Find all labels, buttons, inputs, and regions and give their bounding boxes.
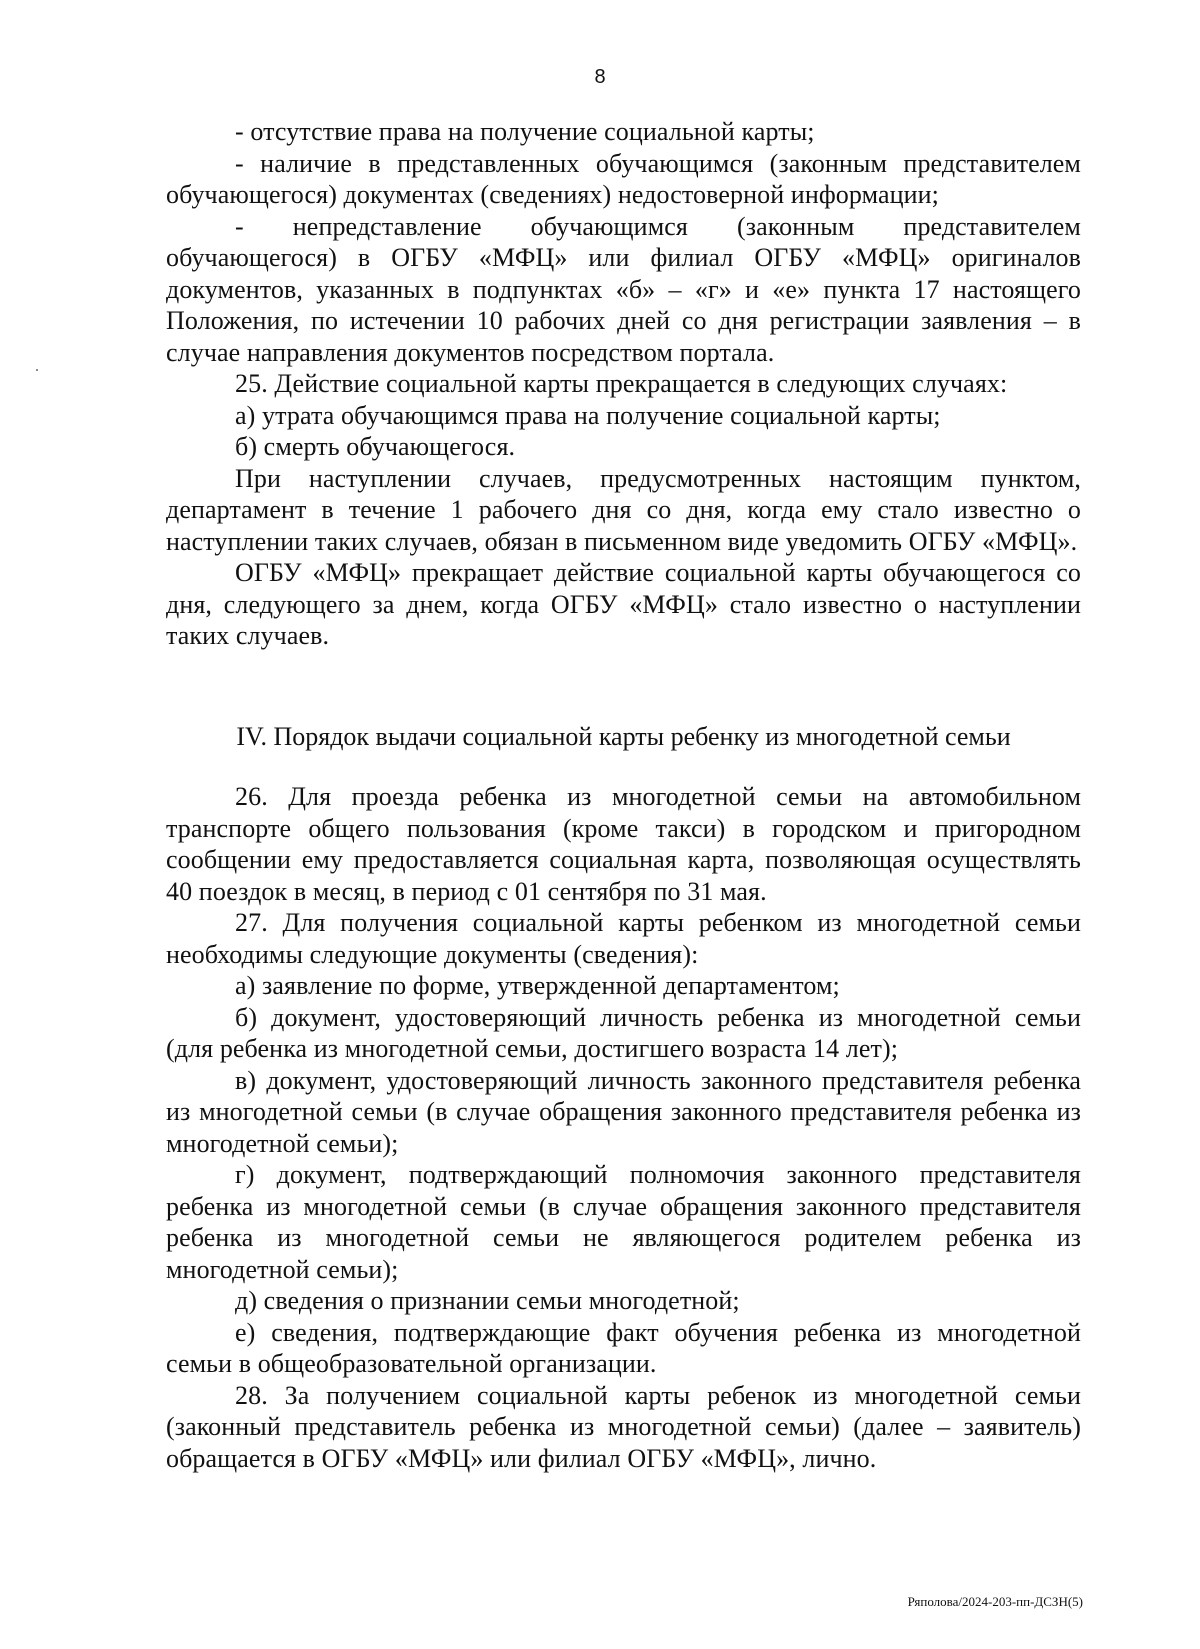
clause-27-item-g: г) документ, подтверждающий полномочия законного представителя ребенка из многодетной семьи (в случае обращения законного представителя ребенка из многодетной семьи не являющегося родителем ребенка из многодетной семьи); bbox=[166, 1160, 1081, 1284]
clause-27-item-e: е) сведения, подтверждающие факт обучения ребенка из многодетной семьи в общеобразовательной организации. bbox=[166, 1317, 1081, 1378]
footer-document-code: Ряполова/2024-203-пп-ДСЗН(5) bbox=[907, 1594, 1083, 1609]
paragraph-false-info: - наличие в представленных обучающимся (законным представителем обучающегося) документах (сведениях) недостоверной информации; bbox=[166, 148, 1081, 209]
clause-26: 26. Для проезда ребенка из многодетной семьи на автомобильном транспорте общего пользования (кроме такси) в городском и пригородном сообщении ему предоставляется социальная карта, позволяющая осуществлять 40 поездок в месяц, в период с 01 сентября по 31 мая. bbox=[166, 782, 1081, 906]
paragraph-department-notify: При наступлении случаев, предусмотренных настоящим пунктом, департамент в течение 1 рабочего дня со дня, когда ему стало известно о наступлении таких случаев, обязан в письменном виде уведомить ОГБУ «МФЦ». bbox=[166, 463, 1081, 556]
clause-27: 27. Для получения социальной карты ребенком из многодетной семьи необходимы следующие документы (сведения): bbox=[166, 908, 1081, 969]
clause-27-item-b: б) документ, удостоверяющий личность ребенка из многодетной семьи (для ребенка из многодетной семьи, достигшего возраста 14 лет); bbox=[166, 1002, 1081, 1063]
text-block-before-section bbox=[166, 116, 1081, 652]
section-heading: IV. Порядок выдачи социальной карты ребенку из многодетной семьи bbox=[236, 722, 1011, 751]
page-number: 8 bbox=[594, 66, 606, 88]
clause-27-item-d: д) сведения о признании семьи многодетной; bbox=[235, 1286, 740, 1315]
clause-25: 25. Действие социальной карты прекращается в следующих случаях: bbox=[235, 369, 1008, 398]
clause-27-item-a: а) заявление по форме, утвержденной департаментом; bbox=[235, 971, 840, 1000]
clause-25-item-b: б) смерть обучающегося. bbox=[235, 432, 516, 461]
paragraph-no-originals: - непредставление обучающимся (законным представителем обучающегося) в ОГБУ «МФЦ» или филиал ОГБУ «МФЦ» оригиналов документов, указанных в подпунктах «б» – «г» и «е» пункта 17 настоящего Положения, по истечении 10 рабочих дней со дня регистрации заявления – в случае направления документов посредством портала. bbox=[166, 211, 1081, 367]
clause-27-item-v: в) документ, удостоверяющий личность законного представителя ребенка из многодетной семьи (в случае обращения законного представителя ребенка из многодетной семьи); bbox=[166, 1065, 1081, 1158]
paragraph-no-right: - отсутствие права на получение социальной карты; bbox=[235, 117, 815, 146]
scan-speck bbox=[36, 369, 38, 371]
paragraph-mfc-terminates: ОГБУ «МФЦ» прекращает действие социальной карты обучающегося со дня, следующего за днем, когда ОГБУ «МФЦ» стало известно о наступлении таких случаев. bbox=[166, 558, 1081, 650]
text-block-section-iv bbox=[166, 781, 1081, 1474]
clause-28: 28. За получением социальной карты ребенок из многодетной семьи (законный представитель ребенка из многодетной семьи) (далее – заявитель) обращается в ОГБУ «МФЦ» или филиал ОГБУ «МФЦ», лично. bbox=[166, 1380, 1081, 1473]
clause-25-item-a: а) утрата обучающимся права на получение социальной карты; bbox=[235, 400, 941, 430]
